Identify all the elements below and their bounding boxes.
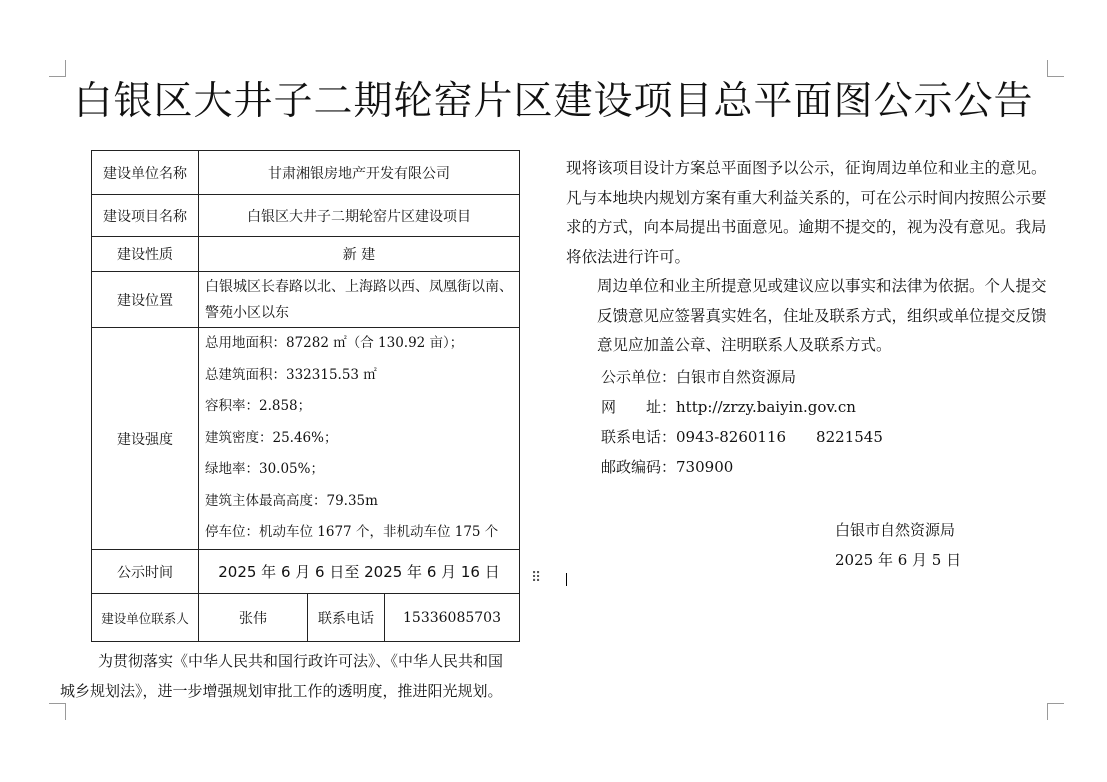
phone-line [601, 426, 883, 447]
floor-area: 总建筑面积：332315.53 ㎡ [205, 366, 377, 383]
table-row [92, 328, 520, 550]
phone-label: 联系电话 [308, 594, 385, 642]
table-row [92, 550, 520, 594]
phone-value: 15336085703 [385, 594, 520, 642]
project-info-table [91, 150, 520, 642]
max-height: 建筑主体最高高度：79.35m [205, 492, 378, 509]
time-value: 2025 年 6 月 6 日至 2025 年 6 月 16 日 [199, 550, 520, 594]
intensity-value [199, 328, 520, 550]
website-line [601, 396, 856, 417]
unit-label: 建设单位名称 [92, 151, 199, 195]
postcode-key: 邮政编码： [601, 458, 677, 476]
green-ratio: 绿地率：30.05%； [205, 461, 324, 478]
crop-mark-bottom-right [1047, 703, 1064, 720]
project-label: 建设项目名称 [92, 195, 199, 237]
plot-ratio: 容积率：2.858； [205, 398, 312, 415]
contact-label: 建设单位联系人 [92, 594, 199, 642]
signature-org: 白银市自然资源局 [835, 521, 956, 539]
location-value: 白银城区长春路以北、上海路以西、凤凰街以南、警苑小区以东 [199, 272, 520, 328]
land-area: 总用地面积：87282 ㎡（合 130.92 亩）； [205, 335, 464, 352]
building-density: 建筑密度：25.46%； [205, 429, 338, 446]
publisher-key: 公示单位： [601, 368, 677, 386]
publisher-line [601, 366, 796, 387]
time-label: 公示时间 [92, 550, 199, 594]
intensity-label: 建设强度 [92, 328, 199, 550]
website-value: http://zrzy.baiyin.gov.cn [676, 398, 856, 416]
phone-numbers: 0943-8260116 8221545 [676, 428, 883, 446]
publisher-value: 白银市自然资源局 [676, 368, 797, 386]
parking: 停车位：机动车位 1677 个，非机动车位 175 个 [205, 524, 499, 541]
text-cursor [566, 573, 567, 586]
table-row [92, 195, 520, 237]
table-row [92, 237, 520, 272]
left-paragraph-line-1: 为贯彻落实《中华人民共和国行政许可法》、《中华人民共和国 [98, 652, 504, 670]
notice-paragraph-2: 周边单位和业主所提意见或建议应以事实和法律为依据。个人提交反馈意见应签署真实姓名，住址及联系方式，组织或单位提交反馈意见应加盖公章、注明联系人及联系方式。 [597, 277, 1047, 354]
table-row [92, 272, 520, 328]
unit-value: 甘肃湘银房地产开发有限公司 [199, 151, 520, 195]
phone-key: 联系电话： [601, 428, 677, 446]
postcode-value: 730900 [676, 458, 734, 476]
notice-paragraph-1: 现将该项目设计方案总平面图予以公示，征询周边单位和业主的意见。凡与本地块内规划方案有重大利益关系的，可在公示时间内按照公示要求的方式，向本局提出书面意见。逾期不提交的，视为没有意见。我局将依法进行许可。 [566, 159, 1047, 266]
document-title: 白银区大井子二期轮窑片区建设项目总平面图公示公告 [73, 79, 1034, 124]
left-paragraph [60, 646, 550, 706]
notice-body [566, 154, 1050, 361]
website-key: 网 址： [601, 398, 677, 416]
contact-value: 张伟 [199, 594, 308, 642]
project-value: 白银区大井子二期轮窑片区建设项目 [199, 195, 520, 237]
left-paragraph-line-2: 城乡规划法》，进一步增强规划审批工作的透明度，推进阳光规划。 [60, 682, 503, 700]
location-label: 建设位置 [92, 272, 199, 328]
signature-date: 2025 年 6 月 5 日 [835, 551, 962, 569]
postcode-line [601, 456, 733, 477]
table-row [92, 594, 520, 642]
drag-handle-icon[interactable]: ⠿ [531, 570, 542, 586]
nature-label: 建设性质 [92, 237, 199, 272]
table-row [92, 151, 520, 195]
nature-value: 新 建 [199, 237, 520, 272]
